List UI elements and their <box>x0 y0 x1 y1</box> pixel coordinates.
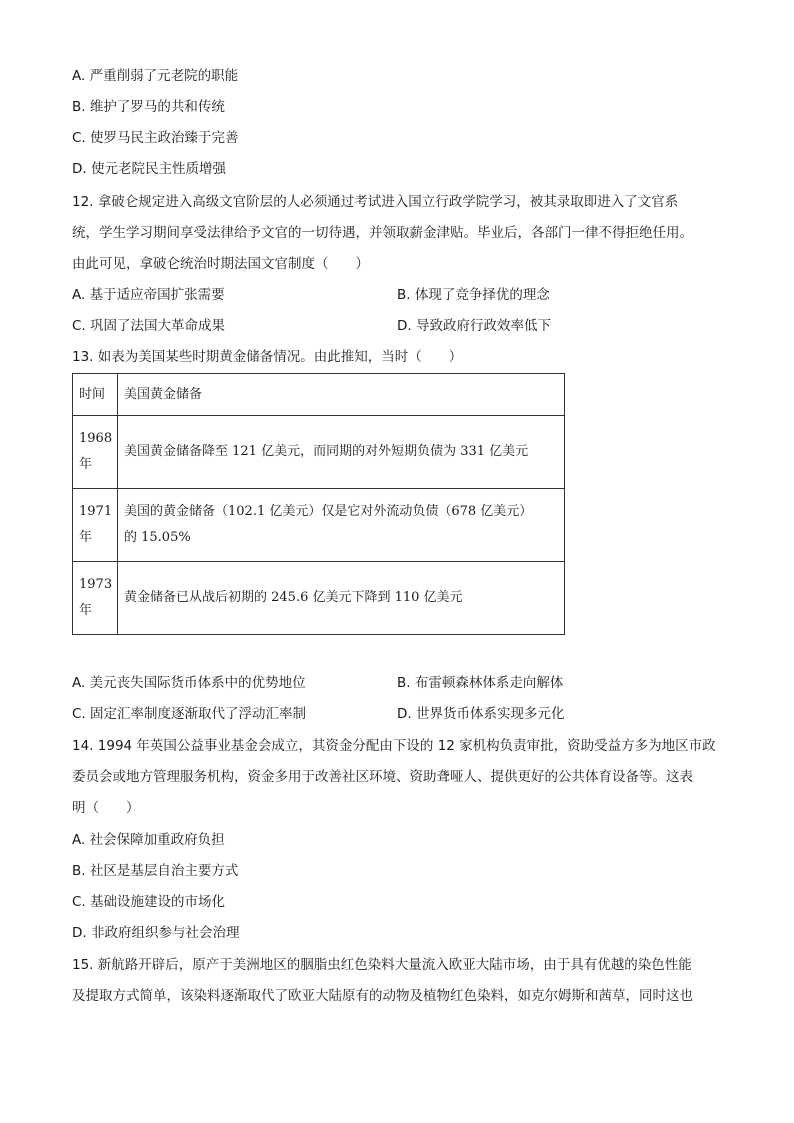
row-description-cell <box>118 562 565 635</box>
row-year-unit: 年 <box>79 603 93 618</box>
row-year-unit: 年 <box>79 530 93 545</box>
q14-option-a: A. 社会保障加重政府负担 <box>72 832 225 848</box>
q11-option-b: B. 维护了罗马的共和传统 <box>72 99 225 115</box>
q14-stem-line-3: 明（ ） <box>72 800 140 816</box>
q12-option-d: D. 导致政府行政效率低下 <box>397 318 551 334</box>
q14-stem-line-2: 委员会或地方管理服务机构，资金多用于改善社区环境、资助聋哑人、提供更好的公共体育设备等。这表 <box>72 769 693 785</box>
q11-option-a: A. 严重削弱了元老院的职能 <box>72 68 239 84</box>
row-description-cell <box>118 416 565 489</box>
q13-option-b: B. 布雷顿森林体系走向解体 <box>397 675 564 691</box>
row-text: 美国黄金储备降至 121 亿美元，而同期的对外短期负债为 331 亿美元 <box>124 444 529 459</box>
q12-option-b: B. 体现了竞争择优的理念 <box>397 287 550 303</box>
table-header-row <box>73 374 565 416</box>
row-text-continued: 的 15.05% <box>124 530 191 545</box>
q13-stem: 13. 如表为美国某些时期黄金储备情况。由此推知，当时（ ） <box>72 349 463 365</box>
row-year-cell <box>73 416 118 489</box>
table-row <box>73 489 565 562</box>
table-row <box>73 416 565 489</box>
q13-option-d: D. 世界货币体系实现多元化 <box>397 706 565 722</box>
row-year-cell <box>73 562 118 635</box>
q13-option-c: C. 固定汇率制度逐渐取代了浮动汇率制 <box>72 706 307 722</box>
q12-stem-line-1: 12. 拿破仑规定进入高级文官阶层的人必须通过考试进入国立行政学院学习，被其录取即进入了文官系 <box>72 194 679 210</box>
header-gold-reserve: 美国黄金储备 <box>118 374 565 416</box>
row-year-cell <box>73 489 118 562</box>
row-text: 黄金储备已从战后初期的 245.6 亿美元下降到 110 亿美元 <box>124 590 463 605</box>
q14-option-d: D. 非政府组织参与社会治理 <box>72 925 240 941</box>
table-row <box>73 562 565 635</box>
q12-stem-line-2: 统，学生学习期间享受法律给予文官的一切待遇，并领取薪金津贴。毕业后，各部门一律不得拒绝任用。 <box>72 225 693 241</box>
row-year: 1973 <box>79 577 113 592</box>
row-year-unit: 年 <box>79 457 93 472</box>
q15-stem-line-2: 及提取方式简单，该染料逐渐取代了欧亚大陆原有的动物及植物红色染料，如克尔姆斯和茜草，同时这也 <box>72 988 693 1004</box>
row-text: 美国的黄金储备（102.1 亿美元）仅是它对外流动负债（678 亿美元） <box>124 504 533 519</box>
q12-option-a: A. 基于适应帝国扩张需要 <box>72 287 225 303</box>
q11-option-d: D. 使元老院民主性质增强 <box>72 161 226 177</box>
row-year: 1971 <box>79 504 113 519</box>
q12-option-c: C. 巩固了法国大革命成果 <box>72 318 226 334</box>
gold-reserve-table <box>72 373 565 635</box>
q15-stem-line-1: 15. 新航路开辟后，原产于美洲地区的胭脂虫红色染料大量流入欧亚大陆市场，由于具有优越的染色性能 <box>72 957 692 973</box>
q14-option-b: B. 社区是基层自治主要方式 <box>72 863 239 879</box>
q13-option-a: A. 美元丧失国际货币体系中的优势地位 <box>72 675 306 691</box>
q12-stem-line-3: 由此可见，拿破仑统治时期法国文官制度（ ） <box>72 256 369 272</box>
row-year: 1968 <box>79 431 113 446</box>
q14-option-c: C. 基础设施建设的市场化 <box>72 894 226 910</box>
header-time: 时间 <box>73 374 118 416</box>
q14-stem-line-1: 14. 1994 年英国公益事业基金会成立，其资金分配由下设的 12 家机构负责审批，资助受益方多为地区市政 <box>72 738 716 754</box>
q11-option-c: C. 使罗马民主政治臻于完善 <box>72 130 239 146</box>
row-description-cell <box>118 489 565 562</box>
